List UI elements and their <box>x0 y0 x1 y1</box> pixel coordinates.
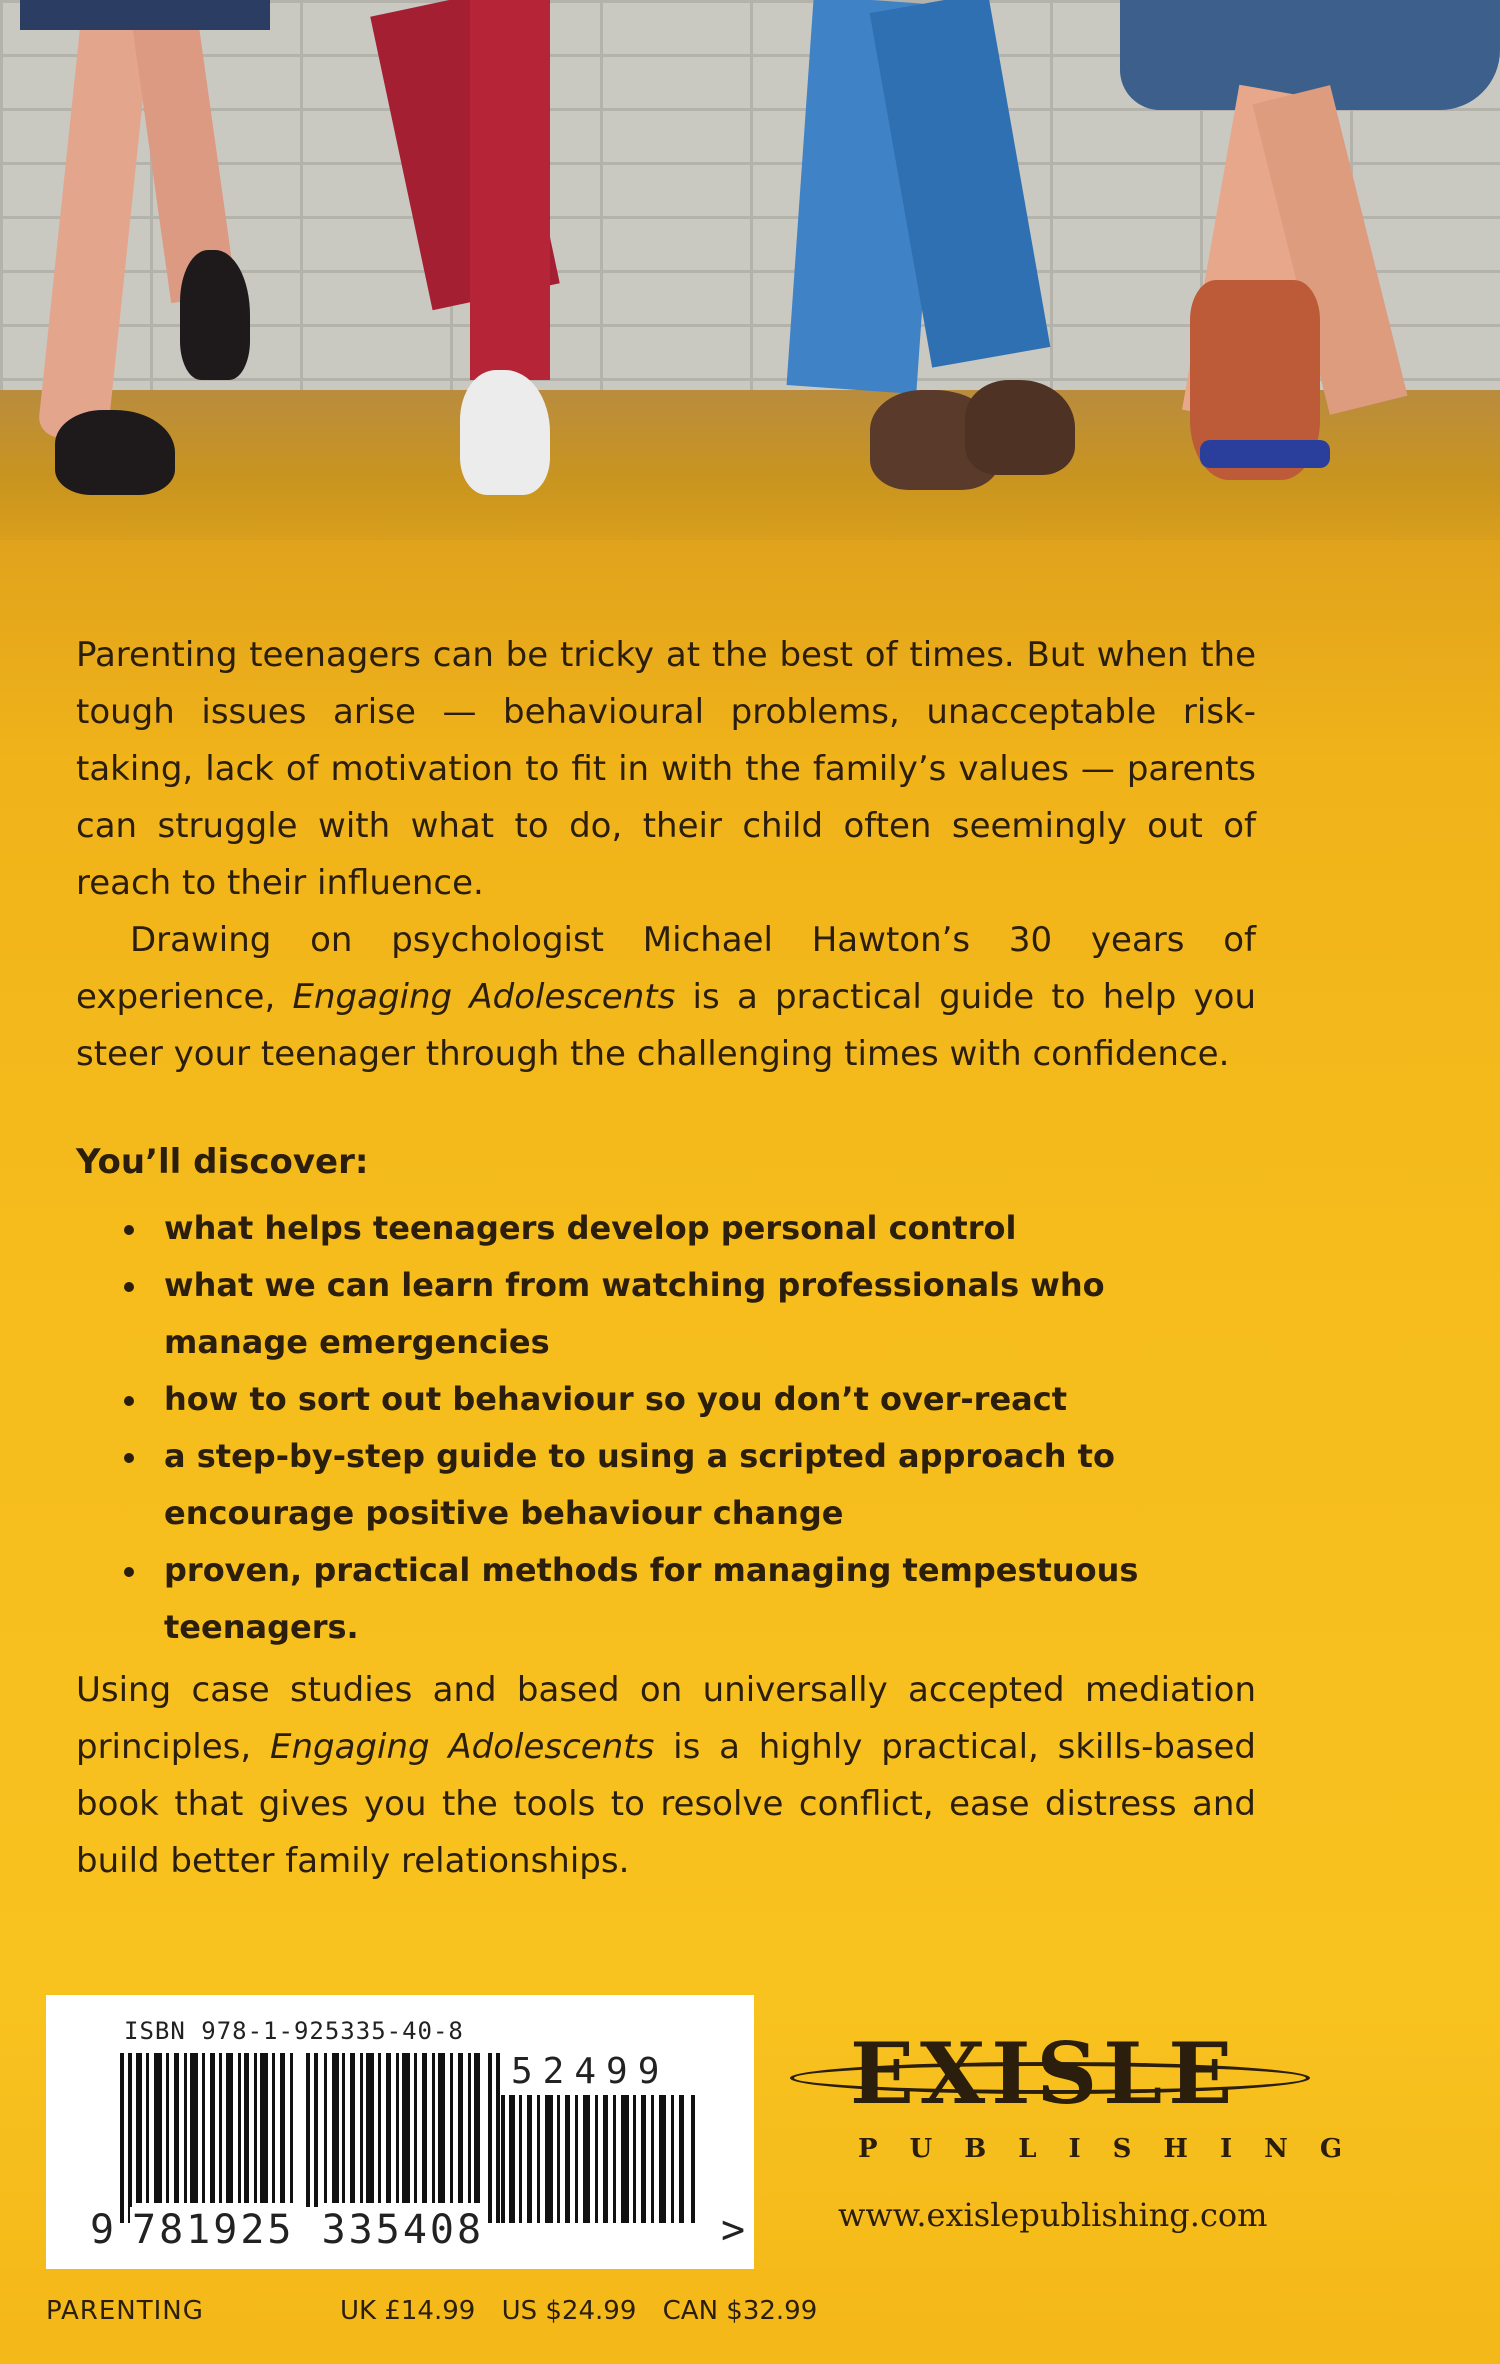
skirt <box>20 0 270 30</box>
list-item: proven, practical methods for managing tempestuous teenagers. <box>76 1542 1256 1656</box>
price-uk: UK £14.99 <box>340 2296 476 2326</box>
shoe <box>55 410 175 495</box>
intro-paragraph: Parenting teenagers can be tricky at the best of times. But when the tough issues arise — behavioural problems, unacceptable risk-taking, lack of motivation to fit in with the family’s values — parents can struggle with what to do, their child often seemingly out of reach to their influence. <box>76 635 1256 903</box>
logo-wordmark: EXISLE <box>850 2024 1239 2123</box>
bullet-icon <box>124 1453 134 1463</box>
list-item: how to sort out behaviour so you don’t over-react <box>76 1371 1256 1428</box>
bullet-icon <box>124 1567 134 1577</box>
trouser-leg <box>470 0 550 380</box>
ean-first-digit: 9 <box>90 2207 115 2253</box>
ean-digits: 781925 335408 <box>132 2207 485 2253</box>
logo-subtitle: PUBLISHING <box>858 2134 1375 2164</box>
barcode <box>46 1995 754 2269</box>
bullet-icon <box>124 1396 134 1406</box>
list-item: a step-by-step guide to using a scripted approach to encourage positive behaviour change <box>76 1428 1256 1542</box>
price-us: US $24.99 <box>501 2296 637 2326</box>
list-item: what we can learn from watching professionals who manage emergencies <box>76 1257 1256 1371</box>
book-title: Engaging Adolescents <box>269 1727 655 1767</box>
price-code: 52499 <box>511 2051 670 2092</box>
bullet-icon <box>124 1282 134 1292</box>
prices <box>340 2296 835 2326</box>
publisher-logo <box>790 2020 1375 2170</box>
discover-list <box>76 1200 1256 1656</box>
closing-paragraph <box>76 1662 1256 1890</box>
isbn-number: ISBN 978-1-925335-40-8 <box>124 2017 464 2045</box>
publisher-website: www.exislepublishing.com <box>838 2196 1268 2234</box>
shoe <box>965 380 1075 475</box>
ean-barcode-bars <box>120 2053 520 2223</box>
addon-barcode-bars <box>501 2095 711 2223</box>
description-lead: Drawing on psychologist Michael Hawton’s 30 years of experience, <box>76 920 1256 1017</box>
bullet-icon <box>124 1225 134 1235</box>
shoe <box>180 250 250 380</box>
book-title: Engaging Adolescents <box>292 977 676 1017</box>
list-item: what helps teenagers develop personal control <box>76 1200 1256 1257</box>
description-paragraph <box>76 912 1256 1083</box>
quiet-zone-arrow: > <box>721 2207 746 2253</box>
cover-photo <box>0 0 1500 540</box>
sandal-strap <box>1200 440 1330 468</box>
description-rest: is a practical guide to help you steer your teenager through the challenging times with confidence. <box>76 977 1257 1074</box>
closing-rest: is a highly practical, skills-based book that gives you the tools to resolve conflict, ease distress and build better family relationships. <box>76 1727 1257 1881</box>
discover-heading: You’ll discover: <box>76 1142 369 1182</box>
sneaker <box>460 370 550 495</box>
closing-lead: Using case studies and based on universally accepted mediation principles, <box>76 1670 1256 1767</box>
price-can: CAN $32.99 <box>662 2296 818 2326</box>
book-category: PARENTING <box>46 2296 204 2326</box>
